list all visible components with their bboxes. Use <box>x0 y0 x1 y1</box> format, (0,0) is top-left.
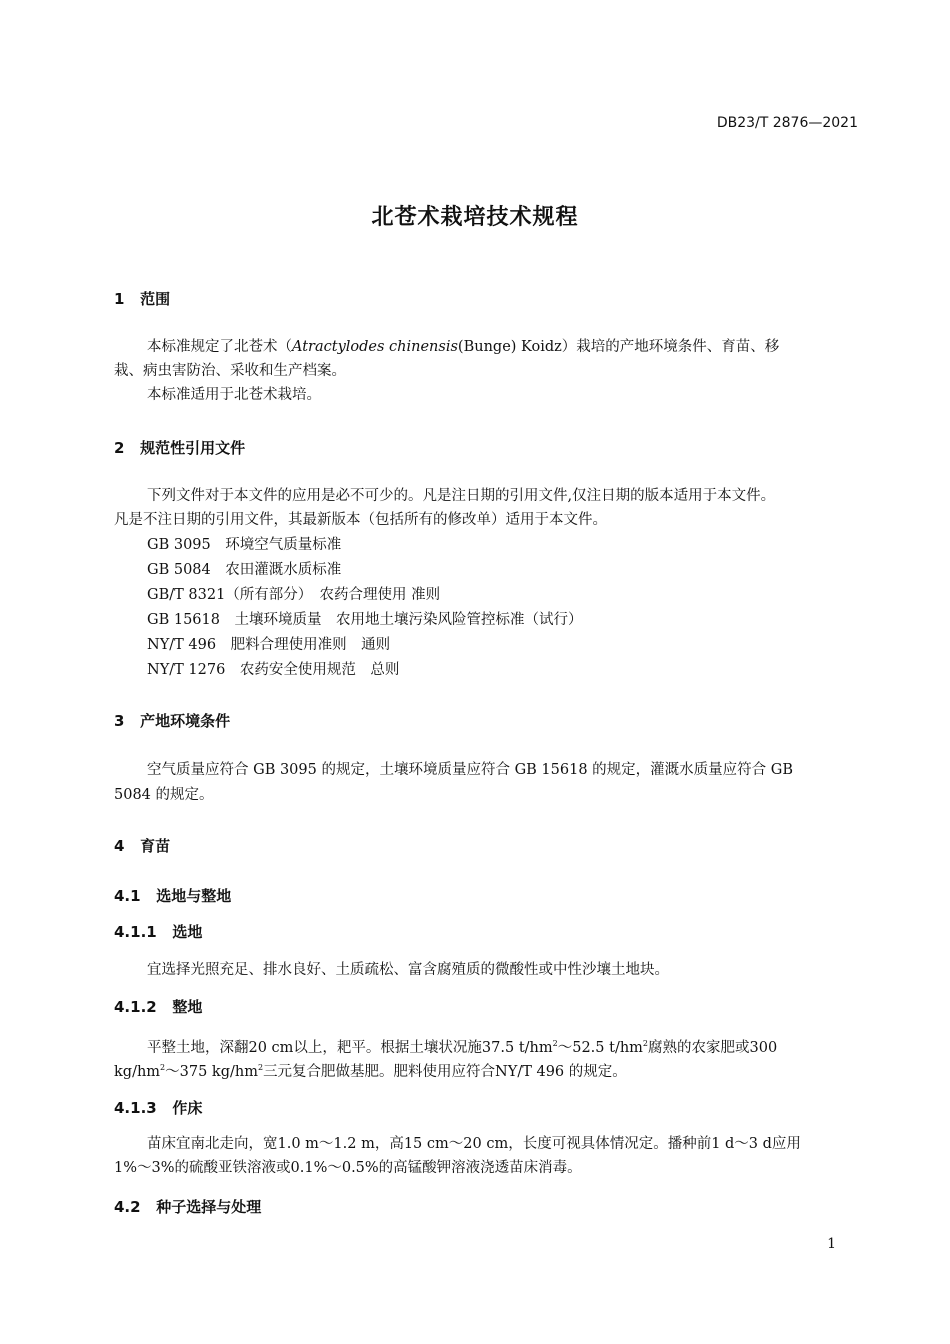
section-title: 种子选择与处理 <box>156 1198 262 1216</box>
section-number: 4.1 <box>114 887 141 905</box>
section-title: 规范性引用文件 <box>140 439 246 457</box>
section-number: 4.2 <box>114 1198 141 1216</box>
section-number: 4 <box>114 837 125 855</box>
section-title: 作床 <box>172 1099 203 1117</box>
section-number: 4.1.1 <box>114 923 157 941</box>
superscript: 2 <box>642 1039 649 1048</box>
latin-name: Atractylodes chinensis <box>292 339 458 355</box>
section-title: 育苗 <box>140 837 171 855</box>
paragraph: 下列文件对于本文件的应用是必不可少的。凡是注日期的引用文件,仅注日期的版本适用于本文件。 <box>147 488 776 504</box>
paragraph-line: 凡是不注日期的引用文件，其最新版本（包括所有的修改单）适用于本文件。 <box>114 512 607 528</box>
paragraph-line: 1%～3%的硫酸亚铁溶液或0.1%～0.5%的高锰酸钾溶液浇透苗床消毒。 <box>114 1160 582 1176</box>
paragraph: 苗床宜南北走向，宽1.0 m～1.2 m，高15 cm～20 cm，长度可视具体情况定。播种前1 d～3 d应用 <box>147 1136 801 1152</box>
section-number: 3 <box>114 712 125 730</box>
subsection-4-2-heading <box>114 1196 261 1217</box>
section-number: 2 <box>114 439 125 457</box>
subsection-4-1-heading <box>114 885 231 906</box>
document-title: 北苍术栽培技术规程 <box>371 205 579 230</box>
section-title: 选地与整地 <box>156 887 232 905</box>
paragraph <box>147 335 779 359</box>
subsection-4-1-1-heading <box>114 921 202 942</box>
paragraph: 本标准适用于北苍术栽培。 <box>147 387 321 403</box>
section-3-heading <box>114 710 230 731</box>
paragraph: 宜选择光照充足、排水良好、土质疏松、富含腐殖质的微酸性或中性沙壤土地块。 <box>147 962 669 978</box>
section-2-heading <box>114 437 245 458</box>
text: kg/hm <box>114 1063 161 1080</box>
reference-item: NY/T 1276 农药安全使用规范 总则 <box>147 662 400 678</box>
text: ～52.5 t/hm <box>557 1039 643 1056</box>
reference-item: GB 5084 农田灌溉水质标准 <box>147 562 342 578</box>
section-title: 整地 <box>172 998 203 1016</box>
section-number: 1 <box>114 290 125 308</box>
text: 本标准规定了北苍术（ <box>147 339 292 355</box>
text: ～375 kg/hm <box>165 1063 258 1080</box>
paragraph-line <box>114 1056 627 1084</box>
subsection-4-1-2-heading <box>114 996 202 1017</box>
paragraph: 空气质量应符合 GB 3095 的规定，土壤环境质量应符合 GB 15618 的规定，灌溉水质量应符合 GB <box>147 762 794 778</box>
text: 三元复合肥做基肥。肥料使用应符合NY/T 496 的规定。 <box>263 1063 627 1080</box>
section-title: 范围 <box>140 290 171 308</box>
paragraph-line: 栽、病虫害防治、采收和生产档案。 <box>114 363 346 379</box>
section-title: 选地 <box>172 923 203 941</box>
superscript: 2 <box>552 1039 558 1048</box>
document-number: DB23/T 2876—2021 <box>716 115 858 131</box>
page-number: 1 <box>827 1236 836 1252</box>
section-number: 4.1.3 <box>114 1099 157 1117</box>
paragraph-line: 5084 的规定。 <box>114 787 214 803</box>
text: 平整土地，深翻20 cm以上，耙平。根据土壤状况施37.5 t/hm <box>147 1039 553 1056</box>
section-4-heading <box>114 835 170 856</box>
section-title: 产地环境条件 <box>140 712 231 730</box>
section-number: 4.1.2 <box>114 998 157 1016</box>
text: 腐熟的农家肥或300 <box>648 1039 778 1056</box>
text: (Bunge) Koidz）栽培的产地环境条件、育苗、移 <box>457 339 780 355</box>
reference-item: NY/T 496 肥料合理使用准则 通则 <box>147 637 391 653</box>
reference-item: GB/T 8321（所有部分） 农药合理使用 准则 <box>147 587 441 603</box>
reference-item: GB 15618 土壤环境质量 农用地土壤污染风险管控标准（试行） <box>147 612 583 628</box>
superscript: 2 <box>257 1063 264 1072</box>
superscript: 2 <box>160 1063 166 1072</box>
reference-item: GB 3095 环境空气质量标准 <box>147 537 342 553</box>
subsection-4-1-3-heading <box>114 1097 202 1118</box>
section-1-heading <box>114 288 170 309</box>
